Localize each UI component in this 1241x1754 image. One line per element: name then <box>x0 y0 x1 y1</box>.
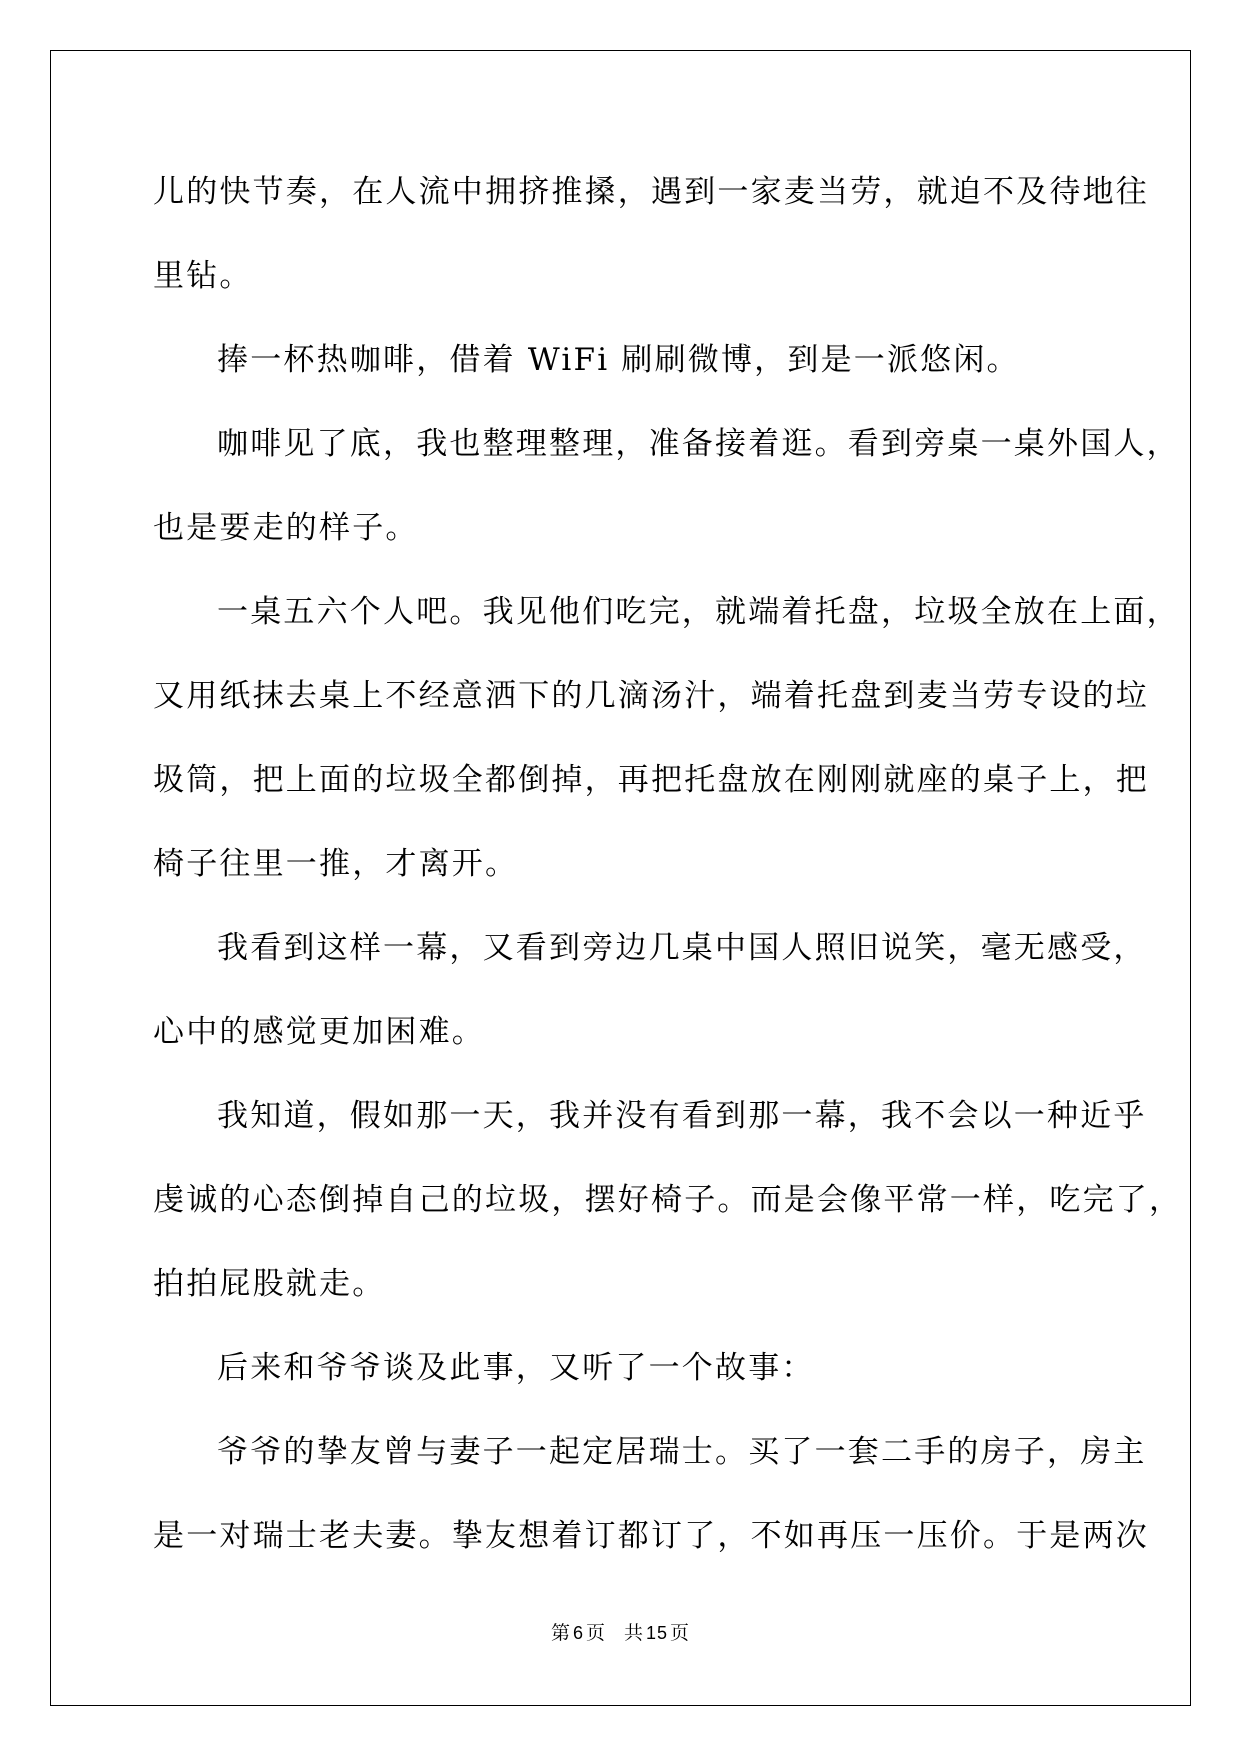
text-line: 虔诚的心态倒掉自己的垃圾，摆好椅子。而是会像平常一样，吃完了， <box>153 1182 1183 1218</box>
text-line: 一桌五六个人吧。我见他们吃完，就端着托盘，垃圾全放在上面， <box>217 594 1180 630</box>
document-body <box>153 161 1183 1589</box>
text-line: 里钻。 <box>153 258 253 294</box>
page-suffix: 页 <box>585 1622 606 1644</box>
text-line: 拍拍屁股就走。 <box>153 1266 386 1302</box>
text-line: 儿的快节奏，在人流中拥挤推搡，遇到一家麦当劳，就迫不及待地往 <box>153 174 1149 210</box>
page-number: 6 <box>572 1623 584 1643</box>
total-prefix: 共 <box>623 1622 644 1644</box>
text-line: 捧一杯热咖啡，借着 WiFi 刷刷微博，到是一派悠闲。 <box>217 342 1020 378</box>
text-line: 爷爷的挚友曾与妻子一起定居瑞士。买了一套二手的房子，房主 <box>217 1434 1147 1470</box>
total-suffix: 页 <box>670 1622 691 1644</box>
text-line: 椅子往里一推，才离开。 <box>153 846 519 882</box>
text-line: 又用纸抹去桌上不经意洒下的几滴汤汁，端着托盘到麦当劳专设的垃 <box>153 678 1149 714</box>
text-line: 后来和爷爷谈及此事，又听了一个故事： <box>217 1350 815 1386</box>
page-prefix: 第 <box>550 1622 571 1644</box>
text-line: 圾筒，把上面的垃圾全都倒掉，再把托盘放在刚刚就座的桌子上，把 <box>153 762 1149 798</box>
text-line: 咖啡见了底，我也整理整理，准备接着逛。看到旁桌一桌外国人， <box>217 426 1180 462</box>
text-line: 是一对瑞士老夫妻。挚友想着订都订了，不如再压一压价。于是两次 <box>153 1518 1149 1554</box>
text-line: 心中的感觉更加困难。 <box>153 1014 485 1050</box>
text-line: 也是要走的样子。 <box>153 510 419 546</box>
total-pages: 15 <box>646 1623 669 1643</box>
text-line: 我看到这样一幕，又看到旁边几桌中国人照旧说笑，毫无感受， <box>217 930 1147 966</box>
text-line: 我知道，假如那一天，我并没有看到那一幕，我不会以一种近乎 <box>217 1098 1147 1134</box>
page-footer <box>0 1618 1241 1645</box>
